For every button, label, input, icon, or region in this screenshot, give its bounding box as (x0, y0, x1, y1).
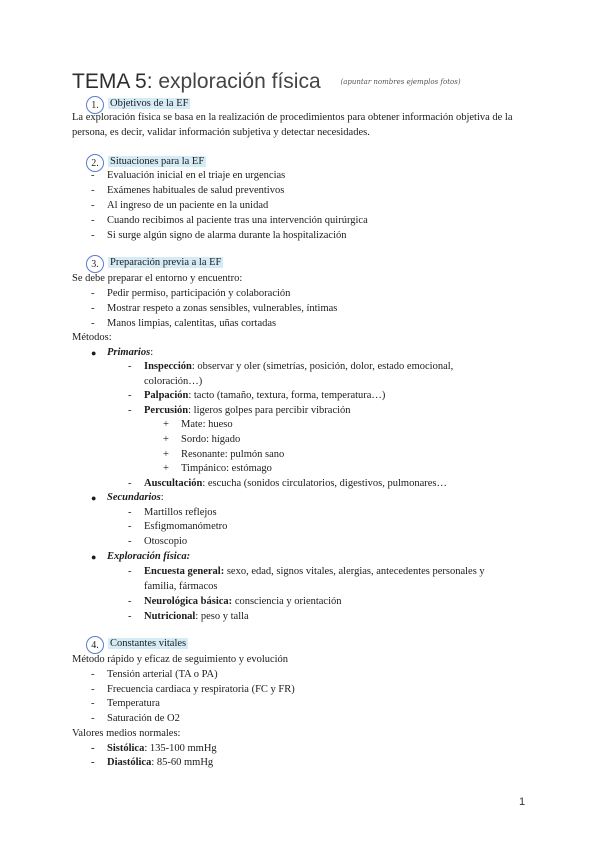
page-number: 1 (519, 796, 526, 808)
section-number-circle: 3. (86, 255, 104, 273)
title-note: (apuntar nombres ejemplos fotos) (340, 78, 461, 87)
page-title (72, 70, 461, 94)
section-number-circle: 1. (86, 96, 104, 114)
preparacion-intro: Se debe preparar el entorno y encuentro: (72, 273, 243, 284)
constantes-intro: Método rápido y eficaz de seguimiento y evolución (72, 654, 289, 665)
section-number-circle: 2. (86, 154, 104, 172)
title-topic: exploración física (158, 70, 321, 93)
objetivos-paragraph: La exploración física se basa en la realización de procedimientos para obtener información objetiva de la persona, es decir, validar información subjetiva y detectar necesidades. (72, 112, 513, 138)
title-tema: TEMA 5: (72, 70, 153, 93)
section-heading-text: Preparación previa a la EF (110, 257, 222, 268)
metodos-label: Métodos: (72, 332, 112, 343)
section-heading-text: Situaciones para la EF (110, 156, 205, 167)
valores-label: Valores medios normales: (72, 728, 181, 739)
section-number-circle: 4. (86, 636, 104, 654)
section-heading-text: Objetivos de la EF (110, 98, 189, 109)
document-page: TEMA 5: exploración física (apuntar nombres ejemplos fotos) 1. Objetivos de la EF La exploración física se basa en la realización de procedimientos para obtener información objetiva de la persona, es decir, validar información subjetiva y detectar necesidades. 2. Situaciones para la EF - Evaluación inicial en el triaje en urgencias - Exámenes habituales de salud preventivos - Al ingreso de un paciente en la unidad - Cuando recibimos al paciente tras una intervención quirúrgica - Si surge algún signo de alarma durante la hospitalización 3. Preparación previa a la EF Se debe preparar el entorno y encuentro: - Pedir permiso, participación y colaboración - Mostrar respeto a zonas sensibles, vulnerables, íntimas - Manos limpias, calentitas, uñas cortadas Métodos: ● Primarios: - Inspección: observar y oler (simetrías, posición, dolor, estado emocional, coloración…) - Palpación: tacto (tamaño, textura, forma, temperatura…) - Percusión: ligeros golpes para percibir vibración + Mate: hueso + Sordo: hígado + Resonante: pulmón sano + Timpánico: estómago - Auscultación: escucha (sonidos circulatorios, digestivos, pulmonares… ● Secundarios: - Martillos reflejos - Esfigmomanómetro - Otoscopio ● Exploración física: - Encuesta general: sexo, edad, signos vitales, alergias, antecedentes personales y familia, fármacos - Neurológica básica: consciencia y orientación - Nutricional: peso y talla 4. Constantes vitales Método rápido y eficaz de seguimiento y evolución - Tensión arterial (TA o PA) - Frecuencia cardiaca y respiratoria (FC y FR) - Temperatura - Saturación de O2 Valores medios normales: - Sistólica: 135-100 mmHg - Diastólica: 85-60 mmHg 1 (0, 0, 600, 848)
section-heading-text: Constantes vitales (110, 638, 187, 649)
